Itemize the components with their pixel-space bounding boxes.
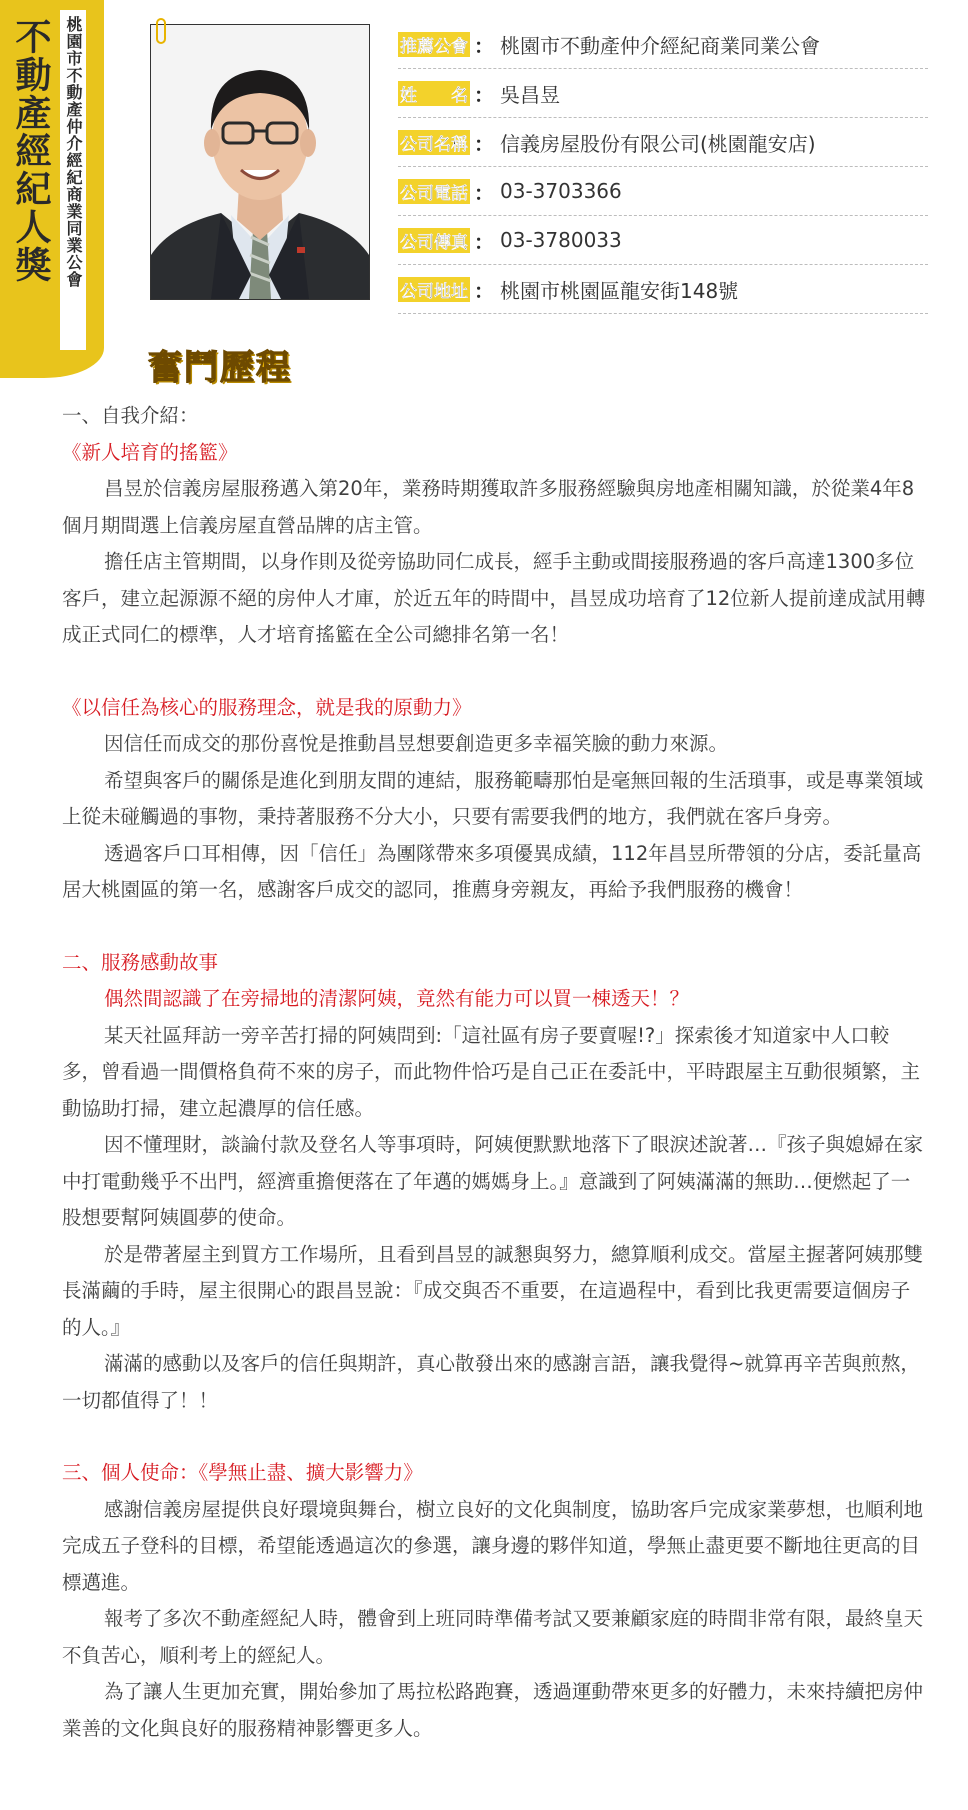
profile-info (398, 20, 928, 314)
paragraph: 偶然間認識了在旁掃地的清潔阿姨，竟然有能力可以買一棟透天！？ (104, 987, 690, 1010)
info-row-name (398, 69, 928, 118)
info-value: 桃園市桃園區龍安街148號 (500, 278, 739, 303)
info-label: 公司地址 (398, 277, 470, 302)
info-colon: ： (474, 33, 494, 58)
info-row-phone (398, 167, 928, 216)
paragraph: 滿滿的感動以及客戶的信任與期許，真心散發出來的感謝言語，讓我覺得~就算再辛苦與煎熬，一切都值得了！！ (62, 1352, 920, 1412)
association-name: 桃園市不動產仲介經紀商業同業公會 (64, 16, 83, 288)
info-colon: ： (474, 82, 494, 107)
info-value: 03-3703366 (500, 179, 622, 203)
paragraph: 二、服務感動故事 (62, 950, 219, 974)
spacer (62, 909, 928, 945)
paragraph: 為了讓人生更加充實，開始參加了馬拉松路跑賽，透過運動帶來更多的好體力，未來持續把房仲業善的文化與良好的服務精神影響更多人。 (62, 1680, 924, 1740)
info-colon: ： (474, 229, 494, 254)
info-label: 公司傳真 (398, 228, 470, 253)
paragraph: 擔任店主管期間，以身作則及從旁協助同仁成長，經手主動或間接服務過的客戶高達1300多位客戶，建立起源源不絕的房仲人才庫，於近五年的時間中，昌昱成功培育了12位新人提前達成試用轉成正式同仁的標準，人才培育搖籃在全公司總排名第一名！ (62, 550, 926, 646)
paragraph: 《新人培育的搖籃》 (62, 440, 238, 464)
paragraph: 三、個人使命：《學無止盡、擴大影響力》 (62, 1461, 423, 1484)
paragraph: 透過客戶口耳相傳，因「信任」為團隊帶來多項優異成績，112年昌昱所帶領的分店，委託量高居大桃園區的第一名，感謝客戶成交的認同，推薦身旁親友，再給予我們服務的機會！ (62, 841, 922, 901)
info-value: 信義房屋股份有限公司(桃園龍安店) (500, 131, 816, 156)
paragraph: 希望與客戶的關係是進化到朋友間的連結，服務範疇那怕是毫無回報的生活瑣事，或是專業領域上從未碰觸過的事物，秉持著服務不分大小，只要有需要我們的地方，我們就在客戶身旁。 (62, 768, 924, 828)
portrait-illustration (151, 25, 369, 299)
info-row-address (398, 265, 928, 314)
section-heading: 奮鬥歷程 (148, 348, 292, 388)
info-value: 桃園市不動產仲介經紀商業同業公會 (500, 33, 820, 58)
info-value: 03-3780033 (500, 228, 622, 252)
info-label: 推薦公會 (398, 32, 470, 57)
paragraph: 某天社區拜訪一旁辛苦打掃的阿姨問到:「這社區有房子要賣喔!?」探索後才知道家中人口較多，曾看過一間價格負荷不來的房子，而此物件恰巧是自己正在委託中，平時跟屋主互動很頻繁，主動協助打掃，建立起濃厚的信任感。 (62, 1023, 921, 1120)
paragraph: 感謝信義房屋提供良好環境與舞台，樹立良好的文化與制度，協助客戶完成家業夢想，也順利地完成五子登科的目標，希望能透過這次的參選，讓身邊的夥伴知道，學無止盡更要不斷地往更高的目標邁進。 (62, 1497, 924, 1594)
info-row-company (398, 118, 928, 167)
info-label: 公司名稱 (398, 130, 470, 155)
association-strip (60, 10, 86, 350)
paragraph: 一、自我介紹： (62, 404, 199, 427)
spacer (62, 654, 928, 690)
info-value: 吳昌昱 (500, 82, 560, 107)
paragraph: 因不懂理財，談論付款及登名人等事項時，阿姨便默默地落下了眼淚述說著…『孩子與媳婦在家中打電動幾乎不出門，經濟重擔便落在了年邁的媽媽身上。』意識到了阿姨滿滿的無助…便燃起了一股想要幫阿姨圓夢的使命。 (62, 1133, 924, 1229)
info-colon: ： (474, 278, 494, 303)
spacer (62, 1419, 928, 1455)
info-colon: ： (474, 180, 494, 205)
photo-corner-decoration (156, 18, 166, 44)
paragraph: 因信任而成交的那份喜悅是推動昌昱想要創造更多幸福笑臉的動力來源。 (104, 732, 729, 755)
article-body (62, 398, 928, 1747)
profile-photo (150, 24, 370, 300)
info-row-association (398, 20, 928, 69)
award-banner (0, 0, 104, 378)
paragraph: 《以信任為核心的服務理念，就是我的原動力》 (62, 695, 472, 719)
info-label: 公司電話 (398, 179, 470, 204)
info-colon: ： (474, 131, 494, 156)
paragraph: 報考了多次不動產經紀人時，體會到上班同時準備考試又要兼顧家庭的時間非常有限，最終皇天不負苦心，順利考上的經紀人。 (62, 1607, 924, 1667)
paragraph: 昌昱於信義房屋服務邁入第20年，業務時期獲取許多服務經驗與房地產相關知識，於從業4年8個月期間選上信義房屋直營品牌的店主管。 (62, 477, 915, 537)
paragraph: 於是帶著屋主到買方工作場所，且看到昌昱的誠懇與努力，總算順利成交。當屋主握著阿姨那雙長滿繭的手時，屋主很開心的跟昌昱說：『成交與否不重要，在這過程中，看到比我更需要這個房子的人。』 (62, 1242, 924, 1339)
info-row-fax (398, 216, 928, 265)
award-title: 不動產經紀人獎 (10, 18, 51, 284)
info-label: 姓 名 (398, 81, 470, 106)
